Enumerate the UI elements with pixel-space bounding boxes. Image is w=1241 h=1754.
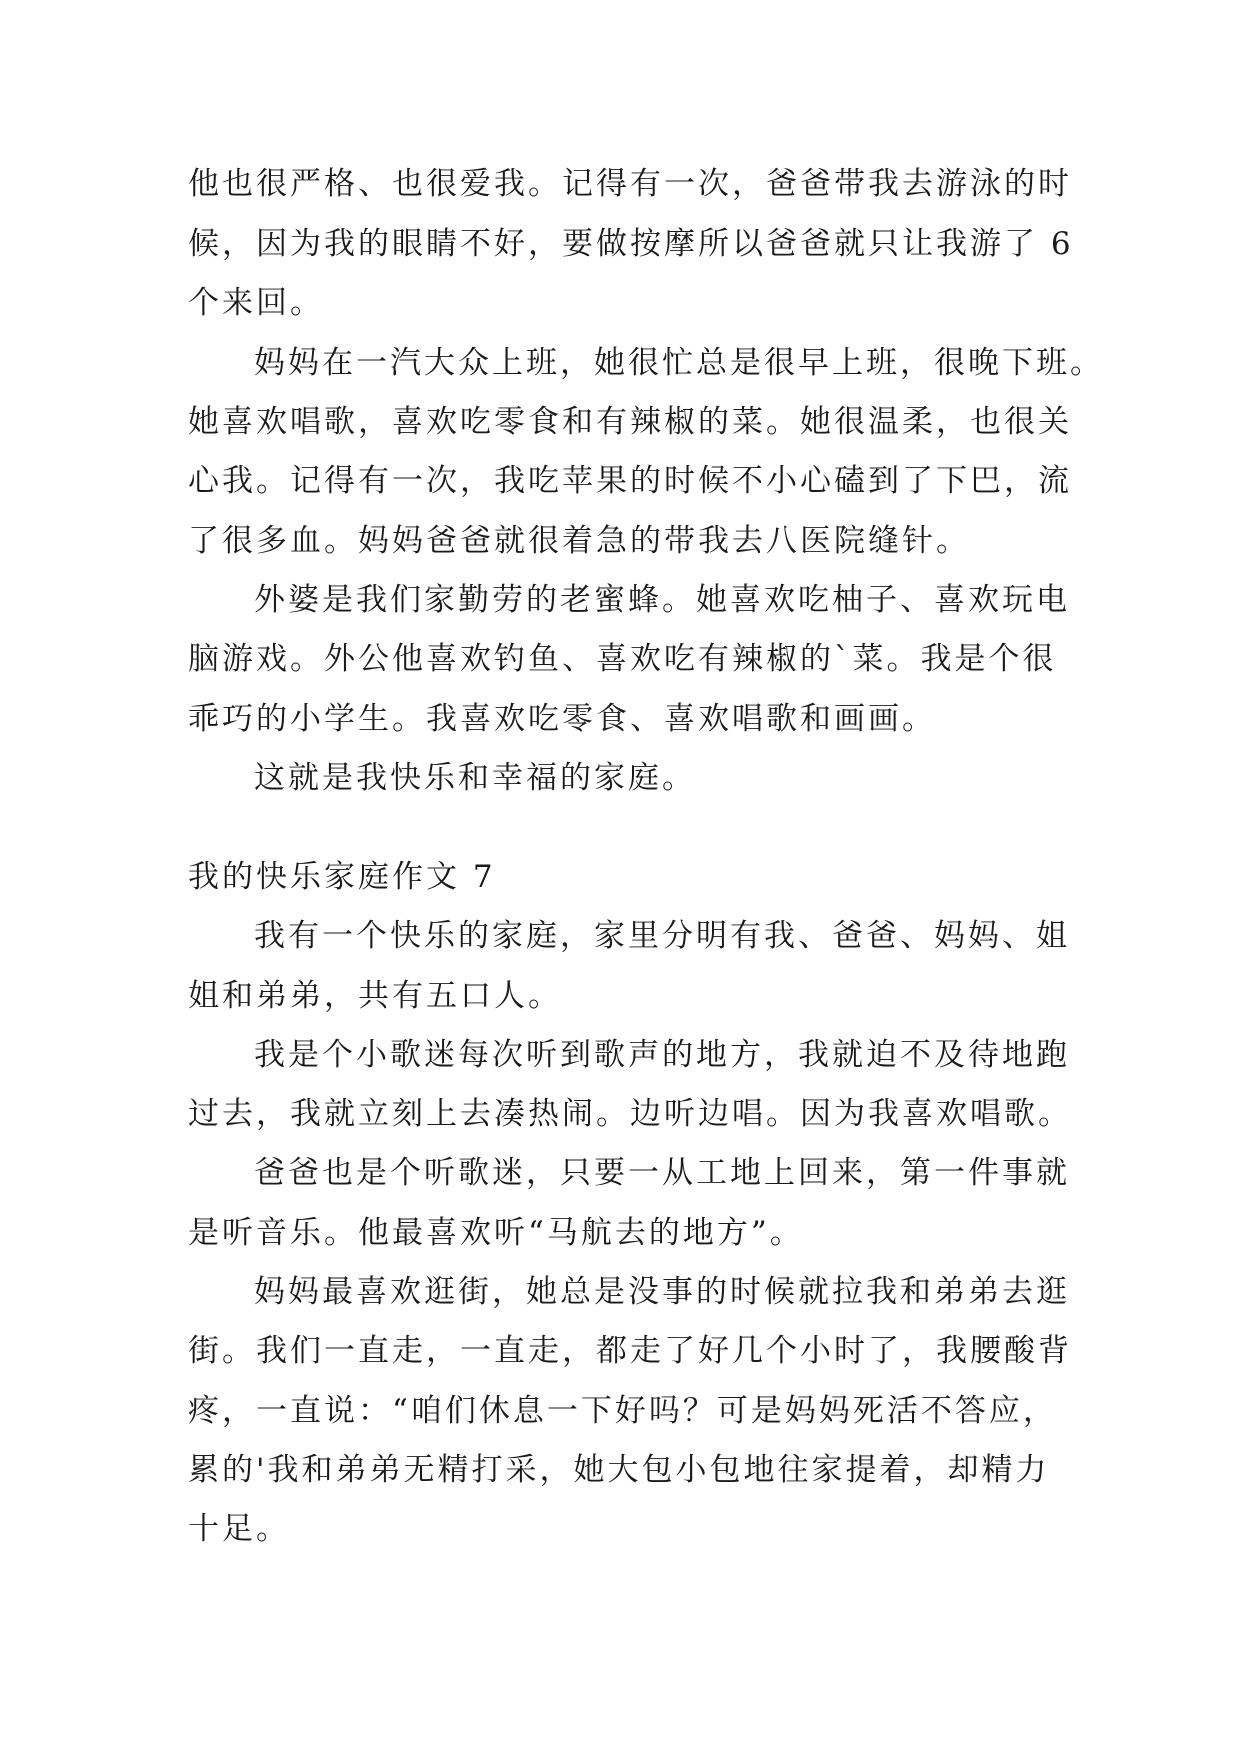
paragraph-first-line: 我有一个快乐的家庭，家里分明有我、爸爸、妈妈、姐	[254, 918, 1070, 954]
text-line: 疼，一直说：“咱们休息一下好吗？可是妈妈死活不答应，	[188, 1393, 1057, 1429]
section-heading: 我的快乐家庭作文 7	[188, 859, 496, 895]
paragraph-first-line: 爸爸也是个听歌迷，只要一从工地上回来，第一件事就	[254, 1155, 1070, 1191]
paragraph-first-line: 妈妈在一汽大众上班，她很忙总是很早上班，很晚下班。	[254, 345, 1104, 381]
text-line: 十足。	[188, 1511, 290, 1547]
text-line: 乖巧的小学生。我喜欢吃零食、喜欢唱歌和画画。	[188, 701, 936, 737]
text-line: 她喜欢唱歌，喜欢吃零食和有辣椒的菜。她很温柔，也很关	[188, 404, 1072, 440]
text-line: 累的'我和弟弟无精打采，她大包小包地往家提着，却精力	[188, 1452, 1050, 1488]
text-line: 心我。记得有一次，我吃苹果的时候不小心磕到了下巴，流	[188, 463, 1072, 499]
text-line: 姐和弟弟，共有五口人。	[188, 978, 562, 1014]
text-line: 街。我们一直走，一直走，都走了好几个小时了，我腰酸背	[188, 1333, 1072, 1369]
text-line: 脑游戏。外公他喜欢钓鱼、喜欢吃有辣椒的`菜。我是个很	[188, 641, 1057, 677]
text-line: 过去，我就立刻上去凑热闹。边听边唱。因为我喜欢唱歌。	[188, 1096, 1072, 1132]
text-line: 是听音乐。他最喜欢听“马航去的地方”。	[188, 1215, 804, 1251]
paragraph-first-line: 外婆是我们家勤劳的老蜜蜂。她喜欢吃柚子、喜欢玩电	[254, 582, 1070, 618]
text-line: 他也很严格、也很爱我。记得有一次，爸爸带我去游泳的时	[188, 166, 1072, 202]
paragraph-first-line: 我是个小歌迷每次听到歌声的地方，我就迫不及待地跑	[254, 1037, 1070, 1073]
text-line: 个来回。	[188, 285, 324, 321]
text-line: 候，因为我的眼睛不好，要做按摩所以爸爸就只让我游了 6	[188, 226, 1074, 262]
paragraph-first-line: 这就是我快乐和幸福的家庭。	[254, 760, 696, 796]
text-line: 了很多血。妈妈爸爸就很着急的带我去八医院缝针。	[188, 523, 970, 559]
paragraph-first-line: 妈妈最喜欢逛街，她总是没事的时候就拉我和弟弟去逛	[254, 1274, 1070, 1310]
